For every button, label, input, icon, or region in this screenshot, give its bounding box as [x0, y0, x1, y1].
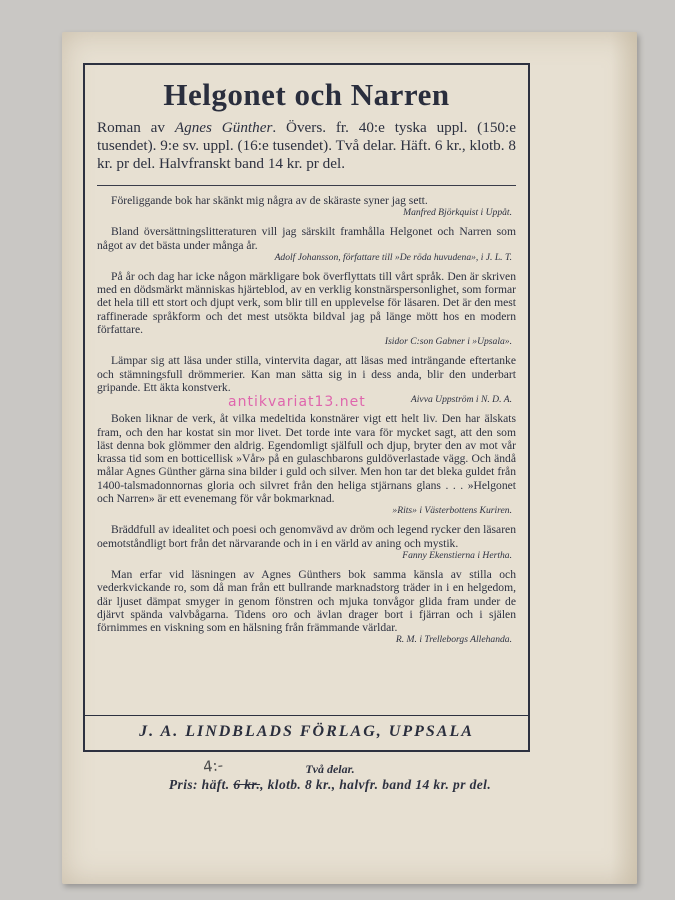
- divider: [97, 185, 516, 186]
- review-source: Aivva Uppström i N. D. A.: [410, 394, 512, 406]
- price-pre: Pris: häft.: [168, 777, 234, 792]
- price-post: , klotb. 8 kr., halvfr. band 14 kr. pr del.: [260, 777, 492, 792]
- book-title: Helgonet och Narren: [163, 77, 450, 112]
- review-text: Boken liknar de verk, åt vilka medeltida konstnärer vigt ett helt liv. Den har älskats fram, och den har kostat sin mor livet. Det torde inte vara för mycket sagt, att den som läst denna bok glömmer den aldrig. Egendomligt själfull och djup, bryter den av mot vår krassa tid som en botticellisk »Vår» på en gulaschbarons guldöverlastade vägg. Och ändå målar Agnes Günther gärna sina bilder i guld och silver. Men hon tar det bleka guldet från 1400-talsmadonnornas gloria och silvret från den heliga stjärnans glans . . . »Helgonet och Narren» är ett evenemang för vår bokmarknad.: [97, 412, 516, 506]
- review-text: Bräddfull av idealitet och poesi och genomvävd av dröm och legend rycker den läsaren oemotståndligt bort från det närvarande och in i en värld av aning och mystik.: [97, 523, 516, 550]
- publisher-divider: [85, 715, 528, 716]
- review-text: Bland översättningslitteraturen vill jag särskilt framhålla Helgonet och Narren som något av det bästa under många år.: [97, 225, 516, 252]
- review: [97, 412, 516, 516]
- description-author: Agnes Günther: [174, 119, 273, 136]
- description-pre: Roman av: [97, 119, 175, 136]
- description-post: . Övers. fr. 40:e tyska uppl. (150:e tusendet). 9:e sv. uppl. (16:e tusendet). Två delar. Häft. 6 kr., klotb. 8 kr. pr del. Halvfranskt band 14 kr. pr del.: [97, 119, 516, 172]
- price-line: [100, 777, 560, 793]
- review: [97, 194, 516, 218]
- review-text: Man erfar vid läsningen av Agnes Günthers bok samma känsla av stilla och vederkvickande ro, som då man från ett bullrande marknadstorg träder in i en helgedom, där ljuset dämpat smyger in genom fönstren och mjuka tonvågor glida fram under de djärvt spända valvbågarna. Tidens oro och ävlan drager bort i fjärran och i själen förnimmes en viskning som en hälsning från främmande världar.: [97, 567, 516, 635]
- review-text: Föreliggande bok har skänkt mig några av de skäraste syner jag sett.: [111, 194, 428, 207]
- review-source: R. M. i Trelleborgs Allehanda.: [395, 634, 512, 646]
- book-description: [97, 119, 516, 173]
- review: [97, 270, 516, 347]
- review-source: Isidor C:son Gabner i »Upsala».: [384, 336, 512, 348]
- two-parts-note: Två delar.: [305, 762, 355, 776]
- review-source: Manfred Björkquist i Uppåt.: [403, 207, 512, 219]
- price-struck: 6 kr.: [233, 777, 261, 792]
- review-source: Fanny Ekenstierna i Hertha.: [402, 549, 512, 561]
- review-source: Adolf Johansson, författare till »De röda huvudena», i J. L. T.: [274, 251, 512, 263]
- review: [97, 523, 516, 561]
- review-text: På år och dag har icke någon märkligare bok överflyttats till vårt språk. Den är skriven med en dödsmärkt människas hjärteblod, av en verklig konstnärspersonlighet, som formar det hela till ett stort och djupt verk, som blir till en upplevelse för läsaren. Det är den mest raffinerade språkform och det mest utsökta bildval jag på länge mött hos en modern författare.: [97, 269, 516, 337]
- review-text: Lämpar sig att läsa under stilla, vintervita dagar, att läsas med inträngande eftertanke och stämningsfull drömmerier. Kan man sätta sig in i dess anda, blir den underbart gripande. Ett äkta konstverk.: [97, 354, 516, 394]
- pencil-price-note: 4:-: [202, 756, 224, 776]
- review: [97, 568, 516, 645]
- watermark: antikvariat13.net: [228, 394, 366, 410]
- publisher-name: J. A. LINDBLADS FÖRLAG, UPPSALA: [139, 723, 474, 740]
- review: [97, 225, 516, 263]
- review-source: »Rits» i Västerbottens Kuriren.: [392, 505, 512, 517]
